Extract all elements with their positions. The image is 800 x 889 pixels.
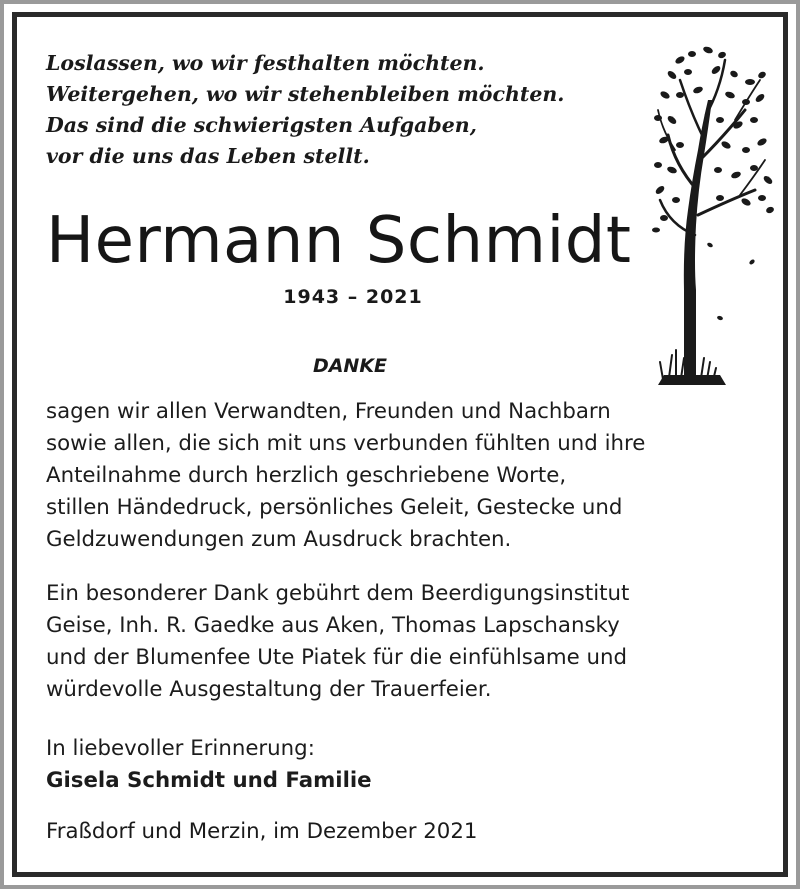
signature: Gisela Schmidt und Familie	[46, 768, 372, 793]
closing-block	[46, 733, 372, 797]
poem-line: Loslassen, wo wir festhalten möchten.	[46, 51, 485, 75]
poem-line: vor die uns das Leben stellt.	[46, 144, 370, 168]
text-line: Geldzuwendungen zum Ausdruck brachten.	[46, 527, 512, 552]
poem-line: Weitergehen, wo wir stehenbleiben möchten.	[46, 82, 565, 106]
danke-title: DANKE	[312, 355, 388, 377]
poem-line: Das sind die schwierigsten Aufgaben,	[46, 113, 477, 137]
text-line: sagen wir allen Verwandten, Freunden und Nachbarn	[46, 399, 611, 424]
thanks-paragraph-1	[46, 396, 645, 556]
text-line: Geise, Inh. R. Gaedke aus Aken, Thomas Lapschansky	[46, 613, 620, 638]
text-line: stillen Händedruck, persönliches Geleit, Gestecke und	[46, 495, 623, 520]
place-date: Fraßdorf und Merzin, im Dezember 2021	[46, 819, 478, 844]
text-line: und der Blumenfee Ute Piatek für die einfühlsame und	[46, 645, 628, 670]
deceased-name: Hermann Schmidt	[46, 204, 632, 278]
life-years: 1943 – 2021	[283, 286, 423, 308]
text-line: Anteilnahme durch herzlich geschriebene Worte,	[46, 463, 567, 488]
tree-icon	[650, 40, 775, 385]
text-line: würdevolle Ausgestaltung der Trauerfeier.	[46, 677, 492, 702]
thanks-paragraph-2	[46, 578, 629, 706]
poem	[46, 48, 564, 172]
text-line: sowie allen, die sich mit uns verbunden fühlten und ihre	[46, 431, 646, 456]
closing-intro: In liebevoller Erinnerung:	[46, 736, 315, 761]
text-line: Ein besonderer Dank gebührt dem Beerdigungsinstitut	[46, 581, 630, 606]
